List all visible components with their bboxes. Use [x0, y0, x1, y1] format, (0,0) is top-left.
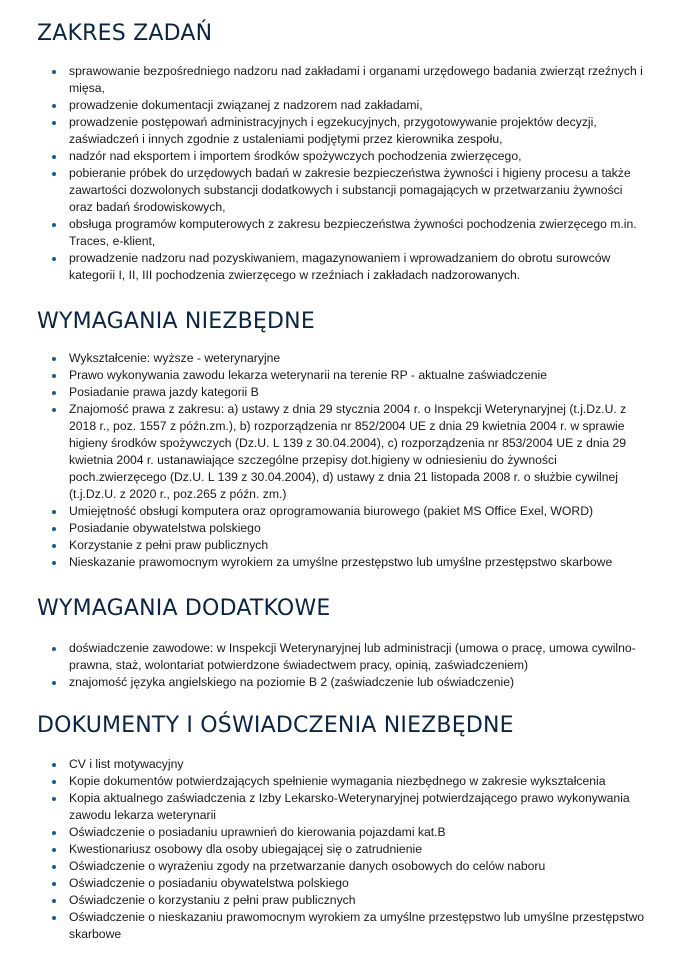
bullet-icon	[52, 831, 56, 835]
list-item: CV i list motywacyjny	[37, 756, 647, 773]
bullet-icon	[52, 899, 56, 903]
list-item: prowadzenie postępowań administracyjnych i egzekucyjnych, przygotowywanie projektów decyzji, zaświadczeń i innych zgodnie z ustaleniami podjętymi przez kierownika zespołu,	[37, 114, 647, 148]
bullet-list	[37, 63, 647, 284]
bullet-icon	[52, 357, 56, 361]
list-item: sprawowanie bezpośredniego nadzoru nad zakładami i organami urzędowego badania zwierząt rzeźnych i mięsa,	[37, 63, 647, 97]
list-item: doświadczenie zawodowe: w Inspekcji Weterynaryjnej lub administracji (umowa o pracę, umowa cywilno-prawna, staż, wolontariat potwierdzone świadectwem pracy, opinią, zaświadczeniem)	[37, 640, 647, 674]
bullet-icon	[52, 916, 56, 920]
list-item: obsługa programów komputerowych z zakresu bezpieczeństwa żywności pochodzenia zwierzęcego m.in. Traces, e-klient,	[37, 216, 647, 250]
bullet-icon	[52, 257, 56, 261]
bullet-list	[37, 756, 647, 943]
list-item: Kopia aktualnego zaświadczenia z Izby Lekarsko-Weterynaryjnej potwierdzającego prawo wykonywania zawodu lekarza weterynarii	[37, 790, 647, 824]
section-heading: WYMAGANIA NIEZBĘDNE	[37, 309, 315, 334]
list-item: Oświadczenie o posiadaniu obywatelstwa polskiego	[37, 875, 647, 892]
list-item: Kopie dokumentów potwierdzających spełnienie wymagania niezbędnego w zakresie wykształcenia	[37, 773, 647, 790]
bullet-icon	[52, 70, 56, 74]
list-item: Oświadczenie o posiadaniu uprawnień do kierowania pojazdami kat.B	[37, 824, 647, 841]
bullet-icon	[52, 223, 56, 227]
section-wymagania-niezbedne	[37, 309, 647, 571]
bullet-icon	[52, 882, 56, 886]
section-heading: DOKUMENTY I OŚWIADCZENIA NIEZBĘDNE	[37, 713, 514, 738]
list-item: Korzystanie z pełni praw publicznych	[37, 537, 647, 554]
list-item: Prawo wykonywania zawodu lekarza weterynarii na terenie RP - aktualne zaświadczenie	[37, 367, 647, 384]
bullet-icon	[52, 647, 56, 651]
list-item: nadzór nad eksportem i importem środków spożywczych pochodzenia zwierzęcego,	[37, 148, 647, 165]
bullet-icon	[52, 510, 56, 514]
bullet-icon	[52, 544, 56, 548]
bullet-icon	[52, 172, 56, 176]
bullet-icon	[52, 408, 56, 412]
list-item: Posiadanie obywatelstwa polskiego	[37, 520, 647, 537]
list-item: Znajomość prawa z zakresu: a) ustawy z dnia 29 stycznia 2004 r. o Inspekcji Weterynaryjnej (t.j.Dz.U. z 2018 r., poz. 1557 z późn.zm.), b) rozporządzenia nr 852/2004 UE z dnia 29 kwietnia 2004 r. w sprawie higieny środków spożywczych (Dz.U. L 139 z 30.04.2004), c) rozporządzenia nr 853/2004 UE z dnia 29 kwietnia 2004 r. ustanawiające szczególne przepisy dot.higieny w odniesieniu do żywności poch.zwierzęcego (Dz.U. L 139 z 30.04.2004), d) ustawy z dnia 21 listopada 2008 r. o służbie cywilnej (t.j.Dz.U. z 2020 r., poz.265 z późn. zm.)	[37, 401, 647, 503]
list-item: Nieskazanie prawomocnym wyrokiem za umyślne przestępstwo lub umyślne przestępstwo skarbowe	[37, 554, 647, 571]
bullet-icon	[52, 374, 56, 378]
section-wymagania-dodatkowe	[37, 596, 647, 691]
bullet-icon	[52, 155, 56, 159]
section-zakres-zadan	[37, 21, 647, 284]
bullet-icon	[52, 527, 56, 531]
section-heading: WYMAGANIA DODATKOWE	[37, 596, 331, 621]
list-item: Umiejętność obsługi komputera oraz oprogramowania biurowego (pakiet MS Office Exel, WORD)	[37, 503, 647, 520]
bullet-icon	[52, 681, 56, 685]
bullet-icon	[52, 121, 56, 125]
section-heading: ZAKRES ZADAŃ	[37, 21, 213, 46]
bullet-icon	[52, 104, 56, 108]
bullet-icon	[52, 848, 56, 852]
bullet-icon	[52, 561, 56, 565]
list-item: Posiadanie prawa jazdy kategorii B	[37, 384, 647, 401]
bullet-icon	[52, 391, 56, 395]
list-item: Wykształcenie: wyższe - weterynaryjne	[37, 350, 647, 367]
bullet-list	[37, 640, 647, 691]
list-item: Oświadczenie o nieskazaniu prawomocnym wyrokiem za umyślne przestępstwo lub umyślne przestępstwo skarbowe	[37, 909, 647, 943]
list-item: Oświadczenie o korzystaniu z pełni praw publicznych	[37, 892, 647, 909]
bullet-icon	[52, 763, 56, 767]
list-item: Oświadczenie o wyrażeniu zgody na przetwarzanie danych osobowych do celów naboru	[37, 858, 647, 875]
list-item: Kwestionariusz osobowy dla osoby ubiegającej się o zatrudnienie	[37, 841, 647, 858]
bullet-icon	[52, 797, 56, 801]
bullet-list	[37, 350, 647, 571]
list-item: prowadzenie dokumentacji związanej z nadzorem nad zakładami,	[37, 97, 647, 114]
list-item: znajomość języka angielskiego na poziomie B 2 (zaświadczenie lub oświadczenie)	[37, 674, 647, 691]
list-item: prowadzenie nadzoru nad pozyskiwaniem, magazynowaniem i wprowadzaniem do obrotu surowców kategorii I, II, III pochodzenia zwierzęcego w rzeźniach i zakładach nadzorowanych.	[37, 250, 647, 284]
list-item: pobieranie próbek do urzędowych badań w zakresie bezpieczeństwa żywności i higieny procesu a także zawartości dozwolonych substancji dodatkowych i substancji pomagających w przetwarzaniu żywności oraz badań środowiskowych,	[37, 165, 647, 216]
section-dokumenty-i-oswiadczenia	[37, 713, 647, 943]
bullet-icon	[52, 780, 56, 784]
bullet-icon	[52, 865, 56, 869]
